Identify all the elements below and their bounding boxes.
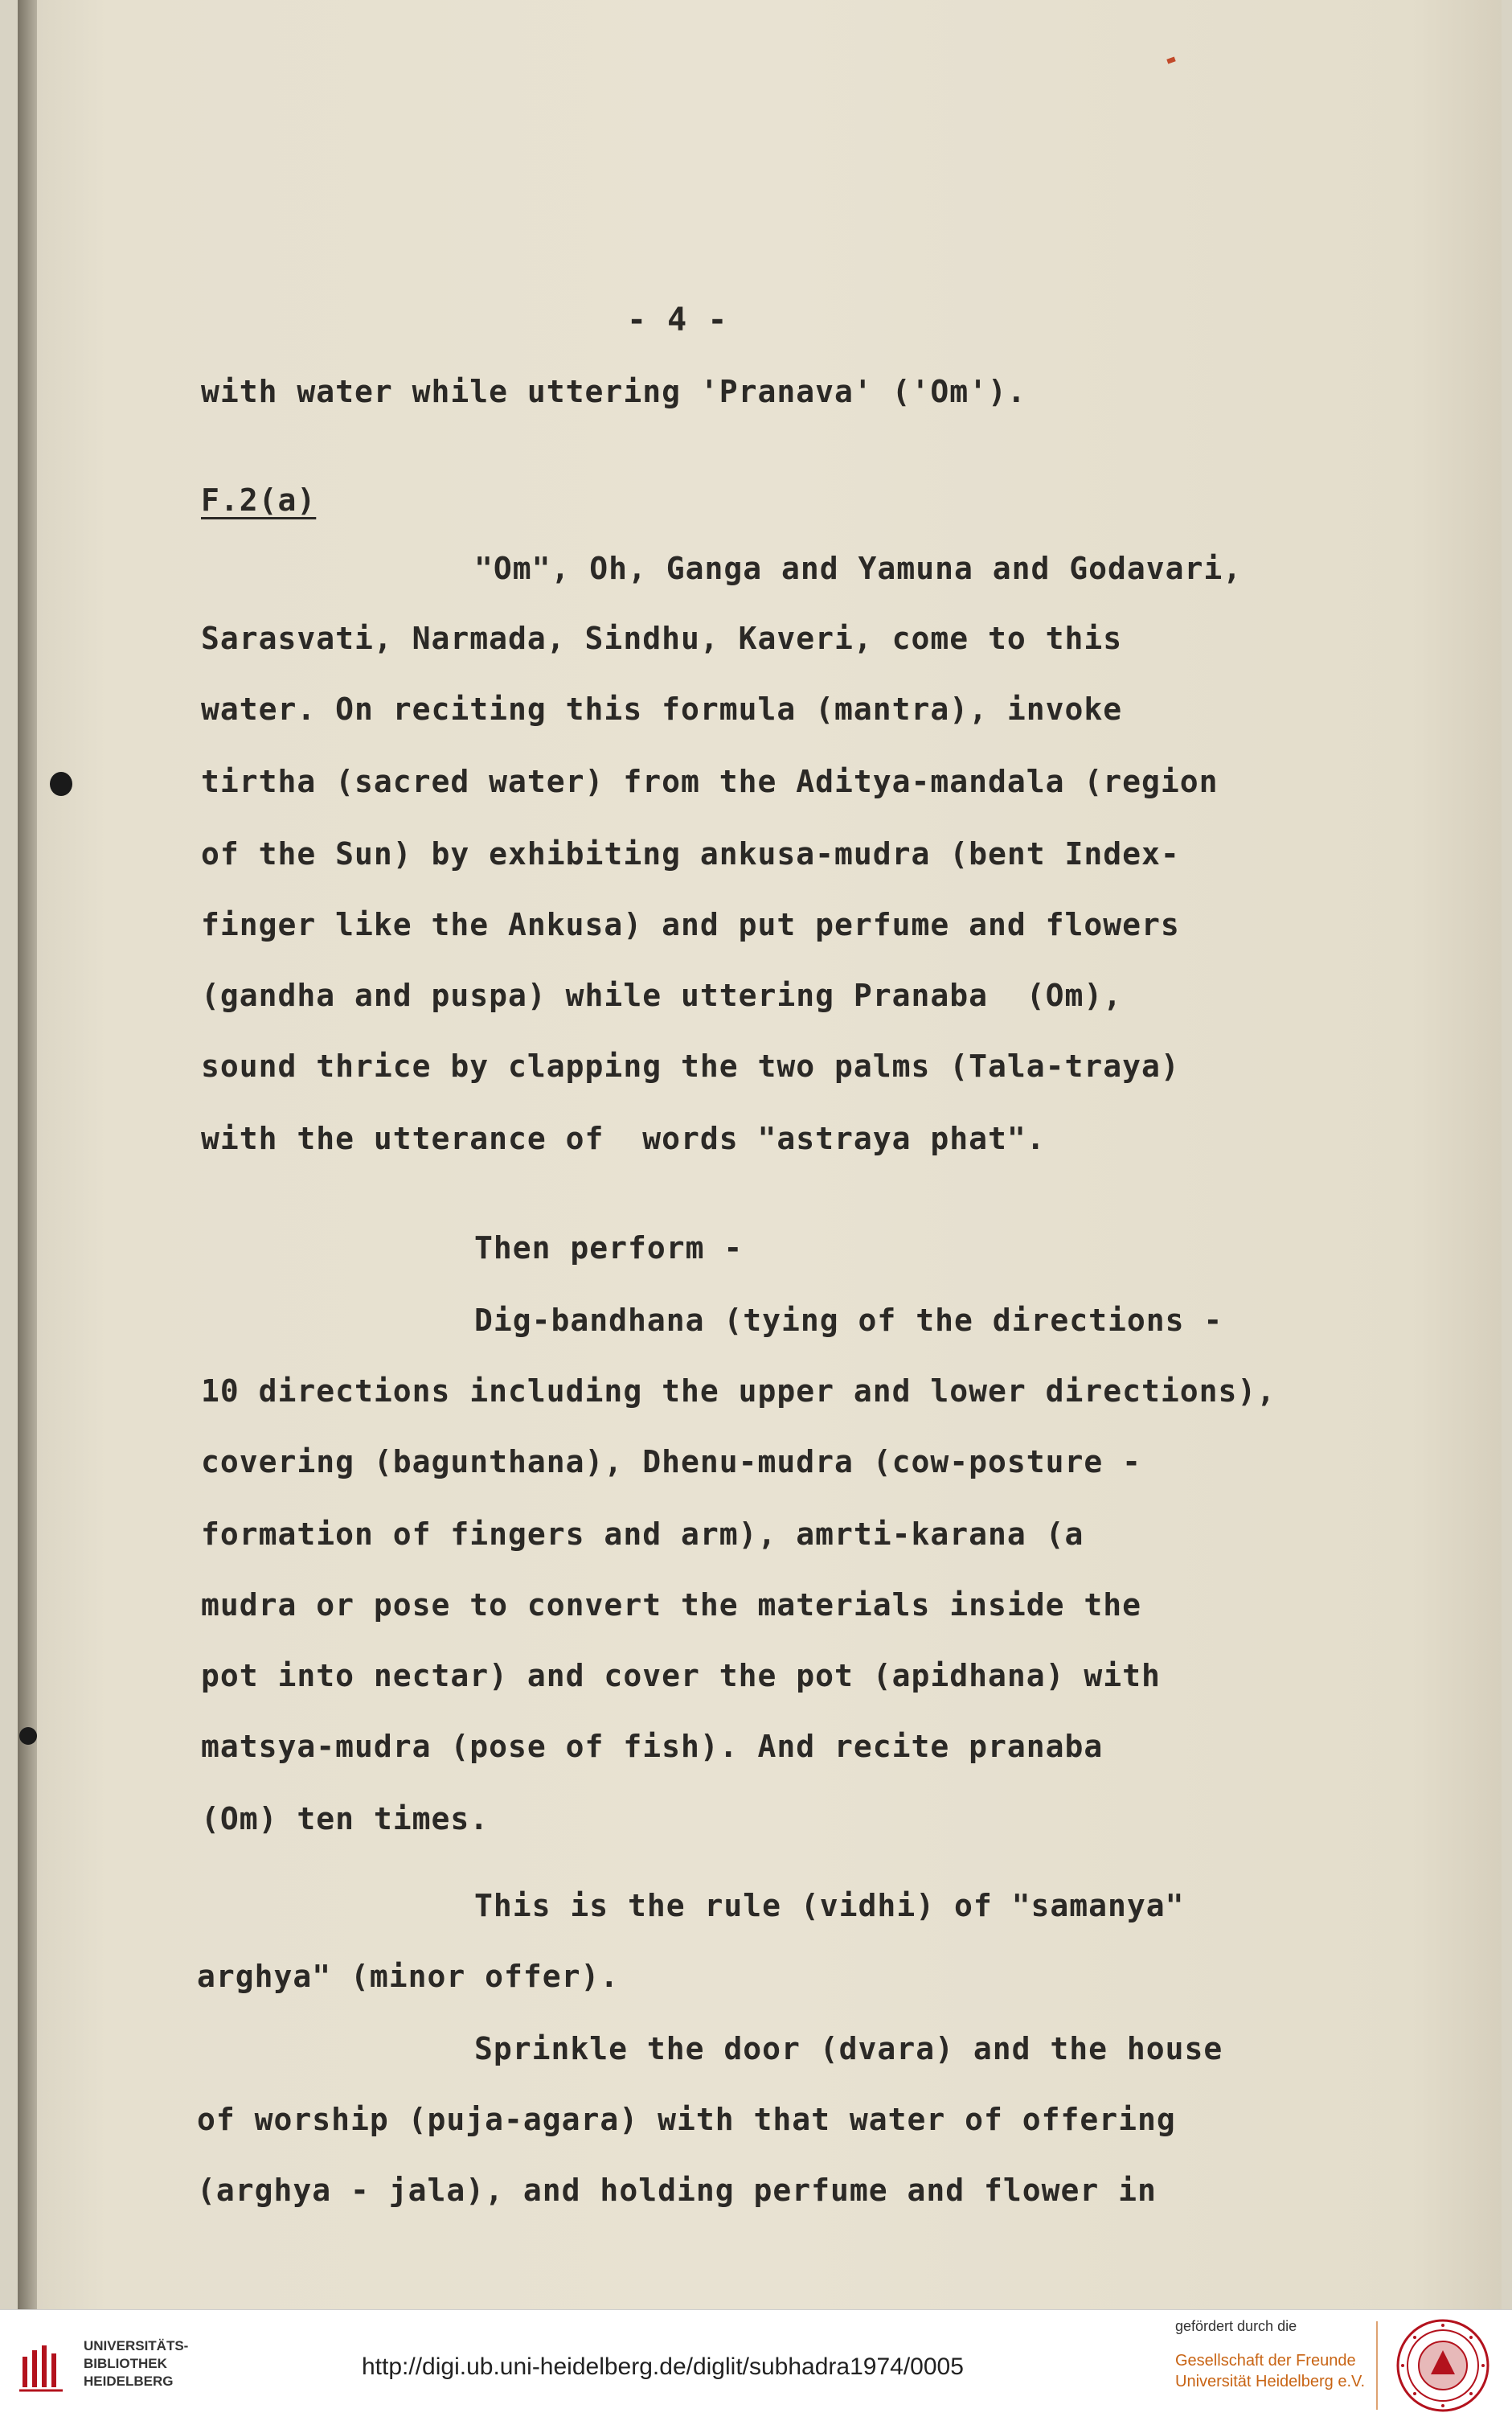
text-line: Sarasvati, Narmada, Sindhu, Kaveri, come to this xyxy=(201,621,1123,656)
library-name-line: HEIDELBERG xyxy=(84,2374,174,2389)
funder-name-line: Gesellschaft der Freunde xyxy=(1175,2352,1356,2370)
text-line: (arghya - jala), and holding perfume and flower in xyxy=(197,2173,1157,2208)
library-name xyxy=(84,2337,188,2390)
text-line: with water while uttering 'Pranava' ('Om'). xyxy=(201,374,1026,409)
text-line: Sprinkle the door (dvara) and the house xyxy=(474,2031,1223,2066)
text-line: Dig-bandhana (tying of the directions - xyxy=(474,1303,1223,1338)
permalink-url[interactable]: http://digi.ub.uni-heidelberg.de/diglit/subhadra1974/0005 xyxy=(362,2353,964,2380)
text-line: water. On reciting this formula (mantra), invoke xyxy=(201,691,1123,727)
library-name-line: UNIVERSITÄTS- xyxy=(84,2338,189,2353)
text-line: mudra or pose to convert the materials inside the xyxy=(201,1587,1142,1623)
text-line: (gandha and puspa) while uttering Pranaba (Om), xyxy=(201,978,1123,1013)
viewer-footer xyxy=(0,2309,1512,2421)
funder-label: gefördert durch die xyxy=(1175,2318,1297,2334)
section-heading: F.2(a) xyxy=(201,482,317,518)
text-line: covering (bagunthana), Dhenu-mudra (cow-posture - xyxy=(201,1444,1142,1479)
text-line: This is the rule (vidhi) of "samanya" xyxy=(474,1888,1185,1923)
text-line: formation of fingers and arm), amrti-karana (a xyxy=(201,1516,1084,1552)
text-line: matsya-mudra (pose of fish). And recite pranaba xyxy=(201,1729,1104,1764)
university-library-logo-icon xyxy=(18,2341,64,2394)
library-name-line: BIBLIOTHEK xyxy=(84,2356,167,2371)
text-line: with the utterance of words "astraya phat". xyxy=(201,1121,1046,1156)
text-line: finger like the Ankusa) and put perfume and flowers xyxy=(201,907,1180,942)
university-seal-icon xyxy=(1395,2318,1490,2413)
text-line: tirtha (sacred water) from the Aditya-mandala (region xyxy=(201,764,1219,799)
text-line: (Om) ten times. xyxy=(201,1801,490,1836)
text-line: Then perform - xyxy=(474,1230,744,1266)
text-line: of the Sun) by exhibiting ankusa-mudra (bent Index- xyxy=(201,836,1180,872)
text-line: arghya" (minor offer). xyxy=(197,1959,620,1994)
funder-name-line: Universität Heidelberg e.V. xyxy=(1175,2373,1366,2390)
funder-name[interactable] xyxy=(1175,2350,1365,2392)
footer-divider xyxy=(1376,2321,1378,2410)
text-line: sound thrice by clapping the two palms (Tala-traya) xyxy=(201,1048,1180,1084)
text-line: of worship (puja-agara) with that water of offering xyxy=(197,2102,1176,2137)
page-number: - 4 - xyxy=(627,302,728,339)
text-line: pot into nectar) and cover the pot (apidhana) with xyxy=(201,1658,1161,1693)
text-line: "Om", Oh, Ganga and Yamuna and Godavari, xyxy=(474,551,1243,586)
text-line: 10 directions including the upper and lower directions), xyxy=(201,1373,1276,1409)
